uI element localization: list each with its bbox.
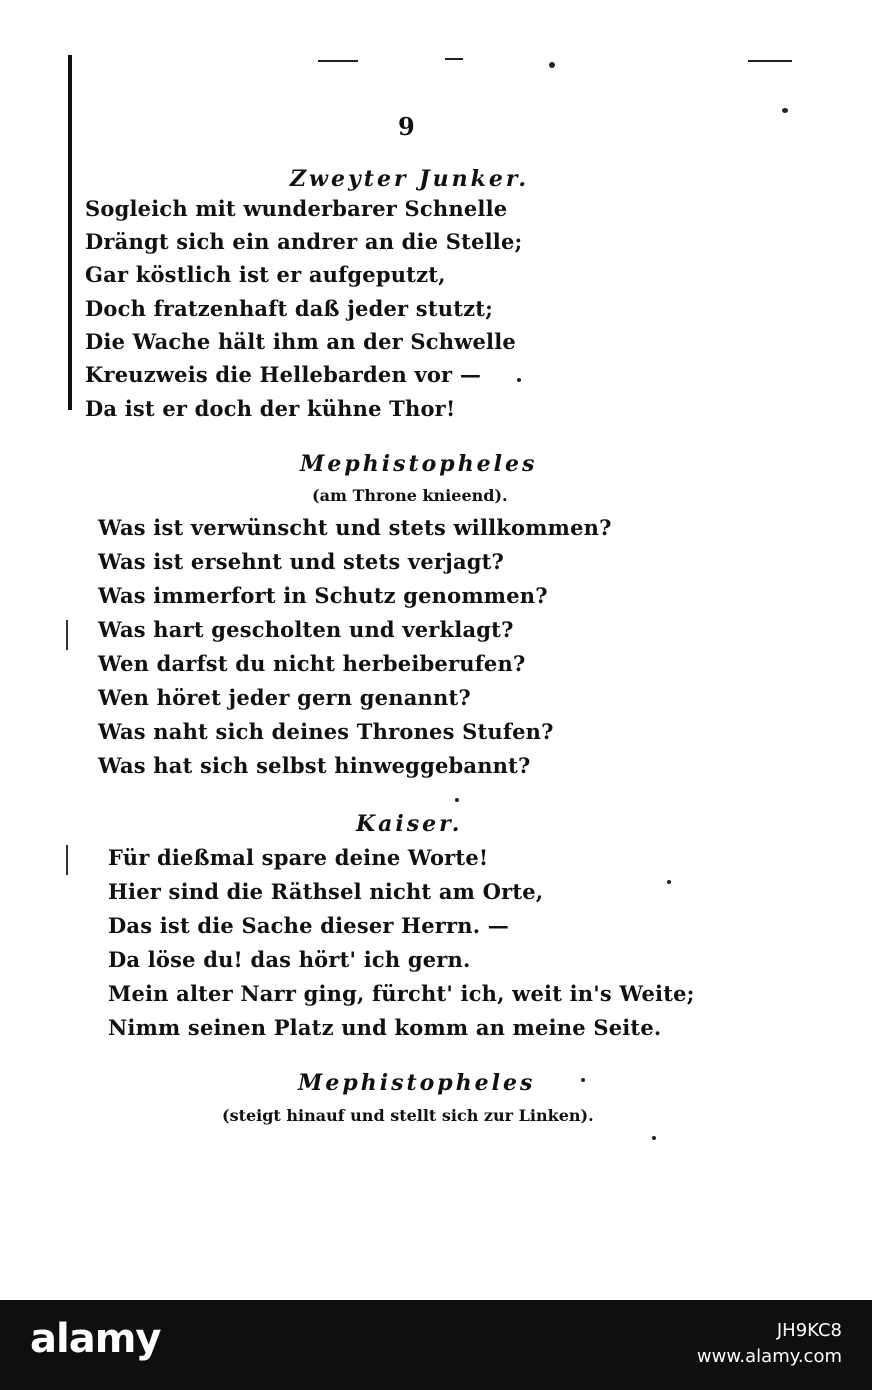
verse-line: Wen darfst du nicht herbeiberufen? xyxy=(98,651,526,676)
verse-line: Das ist die Sache dieser Herrn. — xyxy=(108,913,509,938)
scan-artifact xyxy=(318,60,358,62)
verse-line: Da ist er doch der kühne Thor! xyxy=(85,396,456,421)
scan-artifact xyxy=(549,62,555,68)
margin-line xyxy=(68,55,72,410)
verse-line: Was naht sich deines Thrones Stufen? xyxy=(98,719,554,744)
verse-line: Wen höret jeder gern genannt? xyxy=(98,685,471,710)
page-number: 9 xyxy=(398,112,415,141)
verse-line: Da löse du! das hört' ich gern. xyxy=(108,947,471,972)
speaker-zweyter-junker: Zweyter Junker. xyxy=(290,166,530,192)
stock-image-id: JH9KC8 xyxy=(776,1320,842,1341)
verse-line: Mein alter Narr ging, fürcht' ich, weit in's Weite; xyxy=(108,981,695,1006)
speaker-mephistopheles: Mephistopheles xyxy=(298,1070,536,1096)
verse-line: Kreuzweis die Hellebarden vor — xyxy=(85,362,482,387)
scan-artifact xyxy=(748,60,792,62)
site-url: www.alamy.com xyxy=(696,1346,842,1367)
verse-line: Drängt sich ein andrer an die Stelle; xyxy=(85,229,523,254)
scan-artifact xyxy=(581,1078,585,1082)
verse-line: Für dießmal spare deine Worte! xyxy=(108,845,489,870)
verse-line: Was ist verwünscht und stets willkommen? xyxy=(98,515,612,540)
verse-line: Sogleich mit wunderbarer Schnelle xyxy=(85,196,508,221)
speaker-mephistopheles: Mephistopheles xyxy=(300,451,538,477)
verse-line: Hier sind die Räthsel nicht am Orte, xyxy=(108,879,544,904)
verse-line: Nimm seinen Platz und komm an meine Seite. xyxy=(108,1015,662,1040)
speaker-kaiser: Kaiser. xyxy=(356,811,463,837)
scan-artifact xyxy=(455,798,459,802)
scan-artifact xyxy=(667,880,671,884)
scan-artifact xyxy=(782,108,788,113)
verse-line: Die Wache hält ihm an der Schwelle xyxy=(85,329,516,354)
margin-mark xyxy=(66,845,68,875)
stage-direction: (am Throne knieend). xyxy=(312,486,508,505)
verse-line: Doch fratzenhaft daß jeder stutzt; xyxy=(85,296,494,321)
verse-line: Was hat sich selbst hinweggebannt? xyxy=(98,753,531,778)
verse-line: Was ist ersehnt und stets verjagt? xyxy=(98,549,505,574)
scan-artifact xyxy=(517,378,521,382)
verse-line: Was hart gescholten und verklagt? xyxy=(98,617,514,642)
margin-mark xyxy=(66,620,68,650)
brand-logo: alamy xyxy=(30,1316,161,1362)
stage-direction: (steigt hinauf und stellt sich zur Linken). xyxy=(222,1106,594,1125)
scan-artifact xyxy=(652,1136,656,1140)
scan-artifact xyxy=(445,58,463,60)
verse-line: Was immerfort in Schutz genommen? xyxy=(98,583,548,608)
verse-line: Gar köstlich ist er aufgeputzt, xyxy=(85,262,446,287)
